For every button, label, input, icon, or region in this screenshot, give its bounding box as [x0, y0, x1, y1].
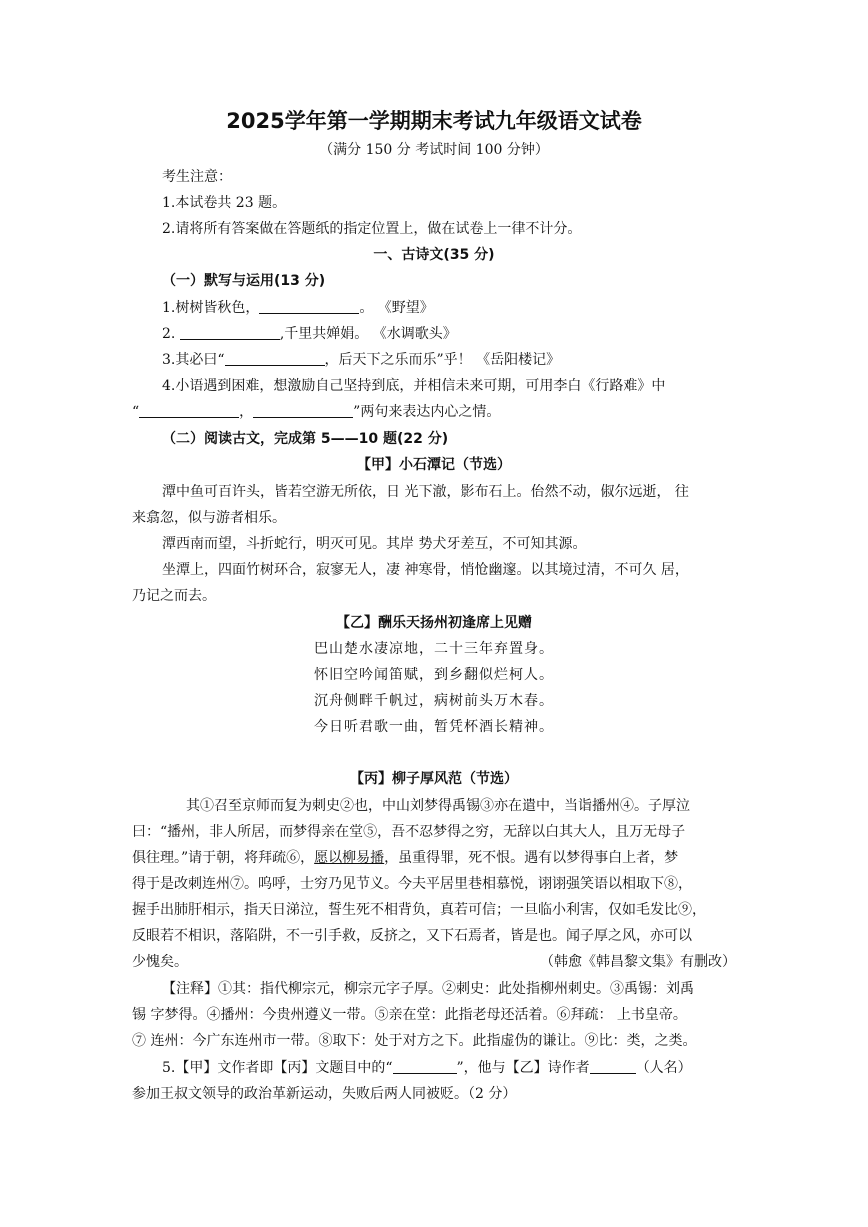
- underlined-phrase: 愿以柳易播: [314, 850, 385, 866]
- question-2: [162, 323, 457, 343]
- q5-middle: ”，他与【乙】诗作者: [456, 1060, 590, 1076]
- answer-blank[interactable]: [590, 1059, 636, 1074]
- poem-line: 沉舟侧畔千帆过，病树前头万木春。: [314, 693, 554, 709]
- text-jia-line: 潭西南而望，斗折蛇行，明灭可见。其岸 势犬牙差互，不可知其源。: [162, 536, 587, 552]
- question-5-line-2: 参加王叔文领导的政治革新运动，失败后两人同被贬。（2 分）: [132, 1086, 517, 1102]
- text-bing-line: [132, 847, 678, 867]
- text-bing-line: 得于是改刺连州⑦。呜呼，士穷乃见节义。今夫平居里巷相慕悦，诩诩强笑语以相取下⑧，: [132, 876, 692, 892]
- answer-blank[interactable]: [180, 325, 280, 340]
- q2-prefix: 2.: [162, 326, 180, 342]
- q3-prefix: 3.其必曰“: [162, 352, 225, 368]
- poem-line: 巴山楚水凄凉地，二十三年弃置身。: [314, 641, 554, 657]
- question-4-line-1: 4.小语遇到困难，想激励自己坚持到底，并相信未来可期，可用李白《行路难》中: [162, 378, 666, 394]
- q5-prefix: 5.【甲】文作者即【丙】文题目中的“: [162, 1060, 393, 1076]
- poem-line: 怀旧空吟闻笛赋，到乡翻似烂柯人。: [314, 667, 554, 683]
- text-jia-line: 来翕忽，似与游者相乐。: [132, 510, 286, 526]
- question-3: [162, 349, 560, 369]
- poem-line: 今日听君歌一曲，暂凭杯酒长精神。: [314, 719, 554, 735]
- text-bing-line: 少愧矣。: [132, 954, 188, 970]
- q2-suffix: ,千里共婵娟。 《水调歌头》: [279, 326, 457, 342]
- page-subtitle: （满分 150 分 考试时间 100 分钟）: [319, 142, 549, 158]
- text-jia-line: 乃记之而去。: [132, 588, 216, 604]
- q1-suffix: 。 《野望》: [359, 300, 434, 316]
- answer-blank[interactable]: [253, 403, 353, 418]
- q4-suffix: ”两句来表达内心之情。: [353, 404, 501, 420]
- q4-comma: ，: [239, 404, 254, 420]
- text-bing-title: 【丙】柳子厚风范（节选）: [350, 771, 518, 787]
- section-title: 一、古诗文(35 分): [373, 247, 495, 263]
- text-bing-line: 曰：“播州，非人所居，而梦得亲在堂⑤，吾不忍梦得之穷，无辞以白其大人，且万无母子: [132, 824, 686, 840]
- q3-suffix: ，后天下之乐而乐”乎！ 《岳阳楼记》: [324, 352, 561, 368]
- notice-item-1: 1.本试卷共 23 题。: [162, 195, 287, 211]
- notice-heading: 考生注意：: [162, 169, 232, 185]
- text-bing-segment: ，虽重得罪，死不恨。遇有以梦得事白上者，梦: [384, 850, 679, 866]
- text-jia-title: 【甲】小石潭记（节选）: [357, 457, 511, 473]
- text-bing-source: （韩愈《韩昌黎文集》有删改）: [540, 954, 736, 970]
- answer-blank[interactable]: [139, 403, 239, 418]
- answer-blank[interactable]: [393, 1059, 457, 1074]
- part1-title: （一）默写与运用(13 分): [162, 273, 326, 289]
- question-5-line-1: [162, 1057, 692, 1077]
- question-1: [162, 297, 434, 317]
- text-bing-segment: 俱往理。”请于朝，将拜疏⑥，: [132, 850, 315, 866]
- text-bing-line: 反眼若不相识，落陷阱，不一引手救，反挤之，又下石焉者，皆是也。闻子厚之风，亦可以: [132, 928, 692, 944]
- text-jia-line: 坐潭上，四面竹树环合，寂寥无人，凄 神寒骨，悄怆幽邃。以其境过清，不可久 居，: [162, 562, 689, 578]
- answer-blank[interactable]: [259, 299, 359, 314]
- text-bing-line: 握手出肺肝相示，指天日涕泣，誓生死不相背负，真若可信；一旦临小利害，仅如毛发比⑨，: [132, 902, 706, 918]
- notes-line: ⑦ 连州：今广东连州市一带。⑧取下：处于对方之下。此指虚伪的谦让。⑨比：类，之类。: [132, 1033, 697, 1049]
- text-yi-title: 【乙】酬乐天扬州初逢席上见赠: [336, 615, 532, 631]
- text-bing-line: 其①召至京师而复为刺史②也，中山刘梦得禹锡③亦在遣中，当诣播州④。子厚泣: [186, 798, 690, 814]
- text-jia-line: 潭中鱼可百许头，皆若空游无所依，日 光下澈，影布石上。佁然不动，俶尔远逝， 往: [162, 484, 689, 500]
- q1-prefix: 1.树树皆秋色，: [162, 300, 260, 316]
- page-title: 2025学年第一学期期末考试九年级语文试卷: [226, 109, 642, 133]
- question-4-line-2: [132, 401, 500, 421]
- part2-title: （二）阅读古文，完成第 5——10 题(22 分): [162, 431, 449, 447]
- notice-item-2: 2.请将所有答案做在答题纸的指定位置上，做在试卷上一律不计分。: [162, 221, 582, 237]
- answer-blank[interactable]: [225, 351, 325, 366]
- q4-open-quote: “: [132, 404, 140, 420]
- notes-line: 锡 字梦得。④播州：今贵州遵义一带。⑤亲在堂：此指老母还活着。⑥拜疏： 上书皇帝。: [132, 1007, 687, 1023]
- q5-suffix: （人名）: [635, 1060, 692, 1076]
- notes-line: 【注释】①其：指代柳宗元，柳宗元字子厚。②刺史：此处指柳州刺史。③禹锡：刘禹: [162, 981, 694, 997]
